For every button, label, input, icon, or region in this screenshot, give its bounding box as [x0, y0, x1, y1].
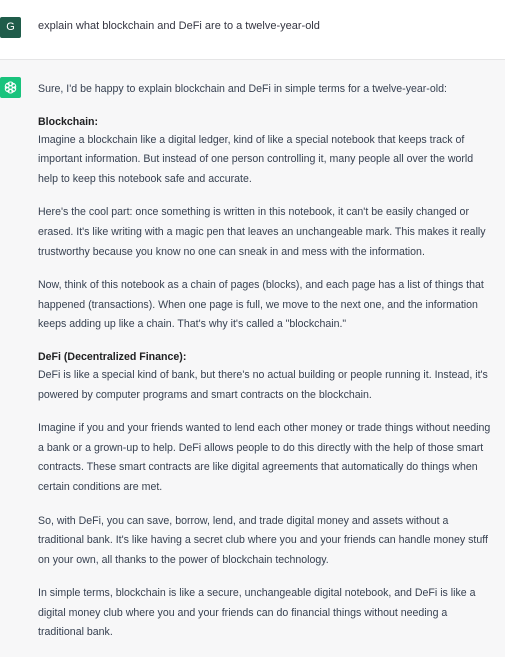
blockchain-paragraph-2: Here's the cool part: once something is written in this notebook, it can't be easily changed or erased. It's like writing with a magic pen that leaves an unchangeable mark. This makes it really trustworthy because you know no one can sneak in and mess with the information.: [38, 206, 486, 258]
openai-logo-icon: [3, 80, 18, 95]
user-message-text: explain what blockchain and DeFi are to a twelve-year-old: [38, 20, 320, 32]
assistant-avatar: [0, 77, 21, 98]
user-message-row: [0, 0, 505, 60]
defi-heading: DeFi (Decentralized Finance):: [38, 350, 187, 363]
intro-paragraph: Sure, I'd be happy to explain blockchain and DeFi in simple terms for a twelve-year-old:: [38, 83, 447, 95]
blockchain-paragraph-1: Imagine a blockchain like a digital ledger, kind of like a special notebook that keeps track of important information. But instead of one person controlling it, many people all over the world help to keep this notebook safe and accurate.: [38, 133, 474, 185]
defi-paragraph-3: So, with DeFi, you can save, borrow, lend, and trade digital money and assets without a traditional bank. It's like having a secret club where you and your friends can handle money stuff on your own, all thanks to the power of blockchain technology.: [38, 514, 488, 566]
summary-paragraph: In simple terms, blockchain is like a secure, unchangeable digital notebook, and DeFi is like a digital money club where you and your friends can do financial things without needing a traditional bank.: [38, 587, 476, 639]
blockchain-heading: Blockchain:: [38, 115, 99, 128]
defi-paragraph-2: Imagine if you and your friends wanted to lend each other money or trade things without needing a bank or a grown-up to help. DeFi allows people to do this directly with the help of those smart contracts. These smart contracts are like digital agreements that automatically do things when certain conditions are met.: [38, 422, 491, 493]
defi-paragraph-1: DeFi is like a special kind of bank, but there's no actual building or people running it. Instead, it's powered by computer programs and smart contracts on the blockchain.: [38, 368, 488, 401]
user-avatar: G: [0, 17, 21, 38]
assistant-message-row: [0, 60, 505, 644]
blockchain-paragraph-3: Now, think of this notebook as a chain of pages (blocks), and each page has a list of things that happened (transactions). When one page is full, we move to the next one, and the information keeps adding up like a chain. That's why it's called a "blockchain.": [38, 279, 484, 331]
assistant-message-content: [38, 80, 496, 657]
